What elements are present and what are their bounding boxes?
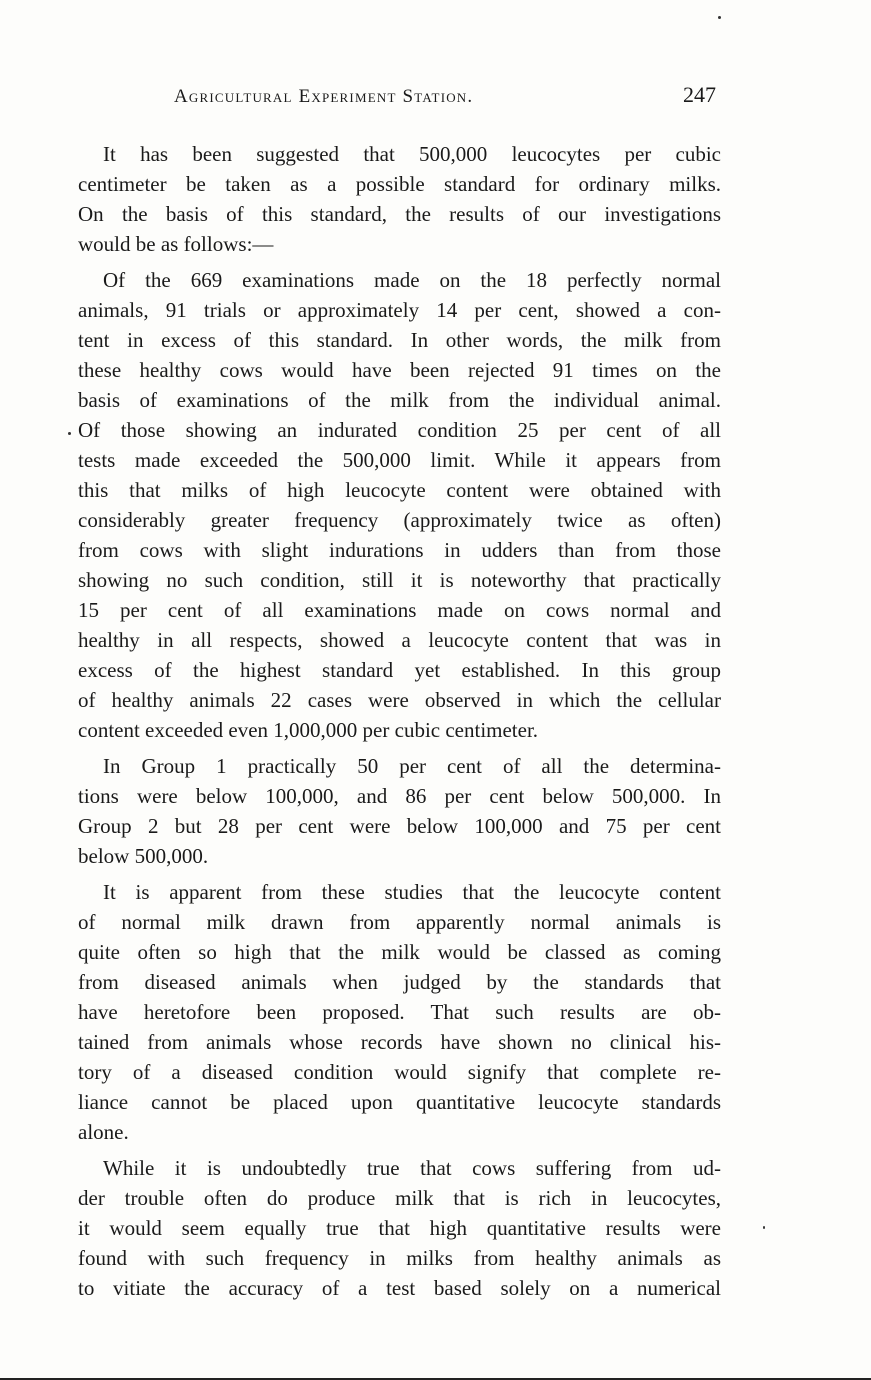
paragraph [78, 265, 721, 745]
text-line: Of the 669 examinations made on the 18 perfectly normal [103, 268, 721, 292]
text-line: found with such frequency in milks from healthy animals as [78, 1246, 721, 1270]
print-speck [763, 1226, 765, 1229]
running-head [78, 82, 720, 116]
text-line: this that milks of high leucocyte content were obtained with [78, 478, 721, 502]
paragraph [78, 1153, 721, 1303]
print-speck [718, 16, 721, 19]
text-line: have heretofore been proposed. That such results are ob- [78, 1000, 721, 1024]
text-line: alone. [78, 1120, 129, 1144]
text-line: from diseased animals when judged by the standards that [78, 970, 721, 994]
text-line: In Group 1 practically 50 per cent of all the determina- [103, 754, 721, 778]
text-line: content exceeded even 1,000,000 per cubic centimeter. [78, 718, 539, 742]
paragraph [78, 877, 721, 1147]
text-line: centimeter be taken as a possible standard for ordinary milks. [78, 172, 721, 196]
paragraph [78, 139, 721, 259]
text-line: below 500,000. [78, 844, 209, 868]
text-line: excess of the highest standard yet established. In this group [78, 658, 721, 682]
text-line: On the basis of this standard, the results of our investigations [78, 202, 721, 226]
text-line: tions were below 100,000, and 86 per cent below 500,000. In [78, 784, 721, 808]
text-line: While it is undoubtedly true that cows suffering from ud- [103, 1156, 721, 1180]
text-line: quite often so high that the milk would be classed as coming [78, 940, 721, 964]
text-line: liance cannot be placed upon quantitative leucocyte standards [78, 1090, 721, 1114]
text-line: healthy in all respects, showed a leucocyte content that was in [78, 628, 721, 652]
body-text [78, 139, 721, 1309]
text-line: from cows with slight indurations in udders than from those [78, 538, 721, 562]
text-line: it would seem equally true that high quantitative results were [78, 1216, 721, 1240]
text-line: tests made exceeded the 500,000 limit. While it appears from [78, 448, 721, 472]
text-line: tent in excess of this standard. In other words, the milk from [78, 328, 721, 352]
text-line: of normal milk drawn from apparently normal animals is [78, 910, 721, 934]
text-line: tory of a diseased condition would signify that complete re- [78, 1060, 721, 1084]
text-line: basis of examinations of the milk from the individual animal. [78, 388, 721, 412]
page-number: 247 [683, 82, 716, 107]
text-line: Group 2 but 28 per cent were below 100,000 and 75 per cent [78, 814, 721, 838]
text-line: It is apparent from these studies that the leucocyte content [103, 880, 721, 904]
text-line: 15 per cent of all examinations made on cows normal and [78, 598, 721, 622]
running-title: Agricultural Experiment Station. [174, 86, 474, 107]
print-speck [68, 432, 71, 435]
text-line: considerably greater frequency (approximately twice as often) [78, 508, 721, 532]
text-line: showing no such condition, still it is noteworthy that practically [78, 568, 721, 592]
text-line: these healthy cows would have been rejected 91 times on the [78, 358, 721, 382]
text-line: animals, 91 trials or approximately 14 per cent, showed a con- [78, 298, 721, 322]
text-line: tained from animals whose records have shown no clinical his- [78, 1030, 721, 1054]
text-line: would be as follows:— [78, 232, 274, 256]
text-line: of healthy animals 22 cases were observed in which the cellular [78, 688, 721, 712]
text-line: der trouble often do produce milk that is rich in leucocytes, [78, 1186, 721, 1210]
text-line: to vitiate the accuracy of a test based solely on a numerical [78, 1276, 721, 1300]
text-line: It has been suggested that 500,000 leucocytes per cubic [103, 142, 721, 166]
text-line: Of those showing an indurated condition 25 per cent of all [78, 418, 721, 442]
paragraph [78, 751, 721, 871]
